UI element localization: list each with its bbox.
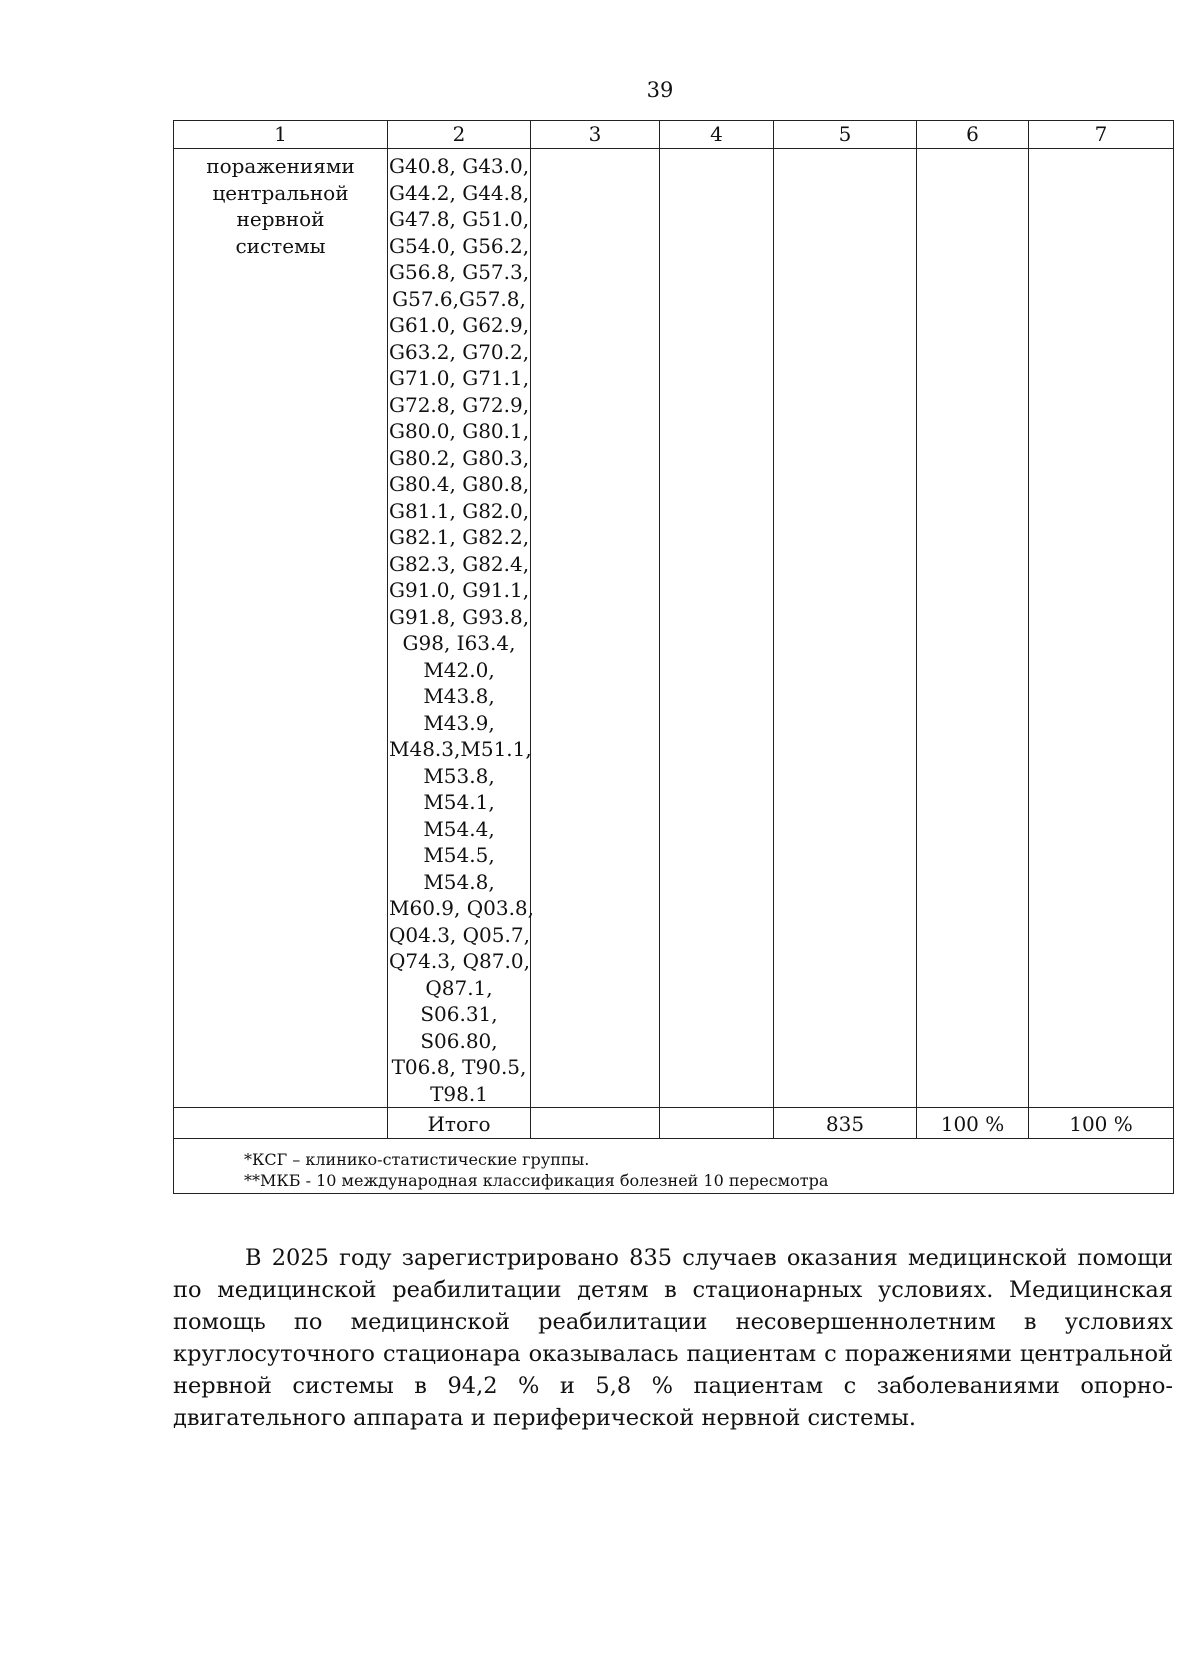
icd-code-line: Q04.3, Q05.7, <box>389 922 530 947</box>
icd-code-line: G57.6,G57.8, <box>392 286 526 311</box>
notes-cell <box>174 1139 1174 1194</box>
icd-code-line: G80.0, G80.1, <box>389 419 530 443</box>
icd-codes-cell <box>388 149 535 1108</box>
icd-code-line: G80.4, G80.8, <box>389 472 530 496</box>
icd-code-line: G81.1, G82.0, <box>389 498 530 523</box>
total-col-3 <box>531 1108 660 1139</box>
header-col-2: 2 <box>388 121 531 149</box>
icd-code-line: S06.31, <box>420 1002 498 1026</box>
total-cases: 835 <box>774 1108 917 1139</box>
total-row <box>174 1108 1174 1139</box>
diagnosis-line: центральной <box>212 180 349 205</box>
icd-code-line: G63.2, G70.2, <box>389 339 530 364</box>
icd-code-line: Q87.1, <box>425 975 493 1000</box>
icd-code-line: G54.0, G56.2, <box>389 233 530 258</box>
icd-code-line: G91.0, G91.1, <box>389 578 530 602</box>
icd-code-line: M54.5, <box>423 843 495 867</box>
icd-code-line: M43.8, <box>423 684 495 708</box>
footnote: **МКБ - 10 международная классификация болезней 10 пересмотра <box>244 1171 829 1190</box>
total-label: Итого <box>388 1108 531 1139</box>
icd-code-line: M54.8, <box>423 869 495 894</box>
icd-code-line: G98, I63.4, <box>402 631 516 655</box>
data-table <box>173 120 1174 1194</box>
icd-code-line: Q74.3, Q87.0, <box>389 949 530 973</box>
icd-code-line: G91.8, G93.8, <box>389 604 530 629</box>
header-col-3: 3 <box>531 121 660 149</box>
icd-code-line: M48.3,M51.1, <box>389 737 532 761</box>
icd-code-line: M60.9, Q03.8, <box>389 896 535 920</box>
header-col-6: 6 <box>917 121 1029 149</box>
table-cell <box>917 149 1029 1108</box>
page-number: 39 <box>646 78 674 102</box>
icd-code-line: M53.8, <box>423 763 495 788</box>
table-cell <box>774 149 917 1108</box>
table-cell <box>174 1108 388 1139</box>
icd-code-line: G40.8, G43.0, <box>389 154 530 178</box>
body-paragraph: В 2025 году зарегистрировано 835 случаев оказания медицинской помощи по медицинской реабилитации детям в стационарных условиях. Медицинская помощь по медицинской реабилитации несовершеннолетним в условиях круглосуточного стационара оказывалась пациентам с поражениями центральной нервной системы в 94,2 % и 5,8 % пациентам с заболеваниями опорно-двигательного аппарата и периферической нервной системы. <box>173 1245 1173 1431</box>
icd-code-line: T06.8, T90.5, <box>391 1055 527 1079</box>
header-col-7: 7 <box>1029 121 1174 149</box>
icd-code-line: M54.1, <box>423 790 495 814</box>
diagnosis-line: нервной <box>236 207 325 231</box>
header-col-4: 4 <box>660 121 774 149</box>
icd-code-line: G72.8, G72.9, <box>389 392 530 417</box>
icd-code-line: G82.1, G82.2, <box>389 525 530 549</box>
table-cell <box>1029 149 1174 1108</box>
icd-code-line: S06.80, <box>420 1028 498 1053</box>
icd-code-line: M54.4, <box>423 816 495 841</box>
icd-code-line: G61.0, G62.9, <box>389 313 530 337</box>
header-col-5: 5 <box>774 121 917 149</box>
icd-code-line: M42.0, <box>423 657 495 682</box>
diagnosis-cell <box>174 149 388 1108</box>
notes-row <box>174 1139 1174 1194</box>
icd-code-line: G80.2, G80.3, <box>389 445 530 470</box>
icd-code-line: T98.1 <box>430 1081 488 1106</box>
footnote: *КСГ – клинико-статистические группы. <box>244 1150 590 1169</box>
icd-code-line: G71.0, G71.1, <box>389 366 530 390</box>
icd-code-line: G56.8, G57.3, <box>389 260 530 284</box>
icd-code-line: G47.8, G51.0, <box>389 207 530 231</box>
table-cell <box>660 149 774 1108</box>
header-col-1: 1 <box>174 121 388 149</box>
table-row <box>174 149 1174 1108</box>
icd-code-line: G82.3, G82.4, <box>389 551 530 576</box>
total-col-4 <box>660 1108 774 1139</box>
diagnosis-line: поражениями <box>206 154 355 178</box>
icd-code-line: M43.9, <box>423 710 495 735</box>
header-row <box>174 121 1174 149</box>
diagnosis-line: системы <box>235 233 326 258</box>
total-percent-6: 100 % <box>917 1108 1029 1139</box>
table-cell <box>531 149 660 1108</box>
icd-code-line: G44.2, G44.8, <box>389 180 530 205</box>
total-percent-7: 100 % <box>1029 1108 1174 1139</box>
